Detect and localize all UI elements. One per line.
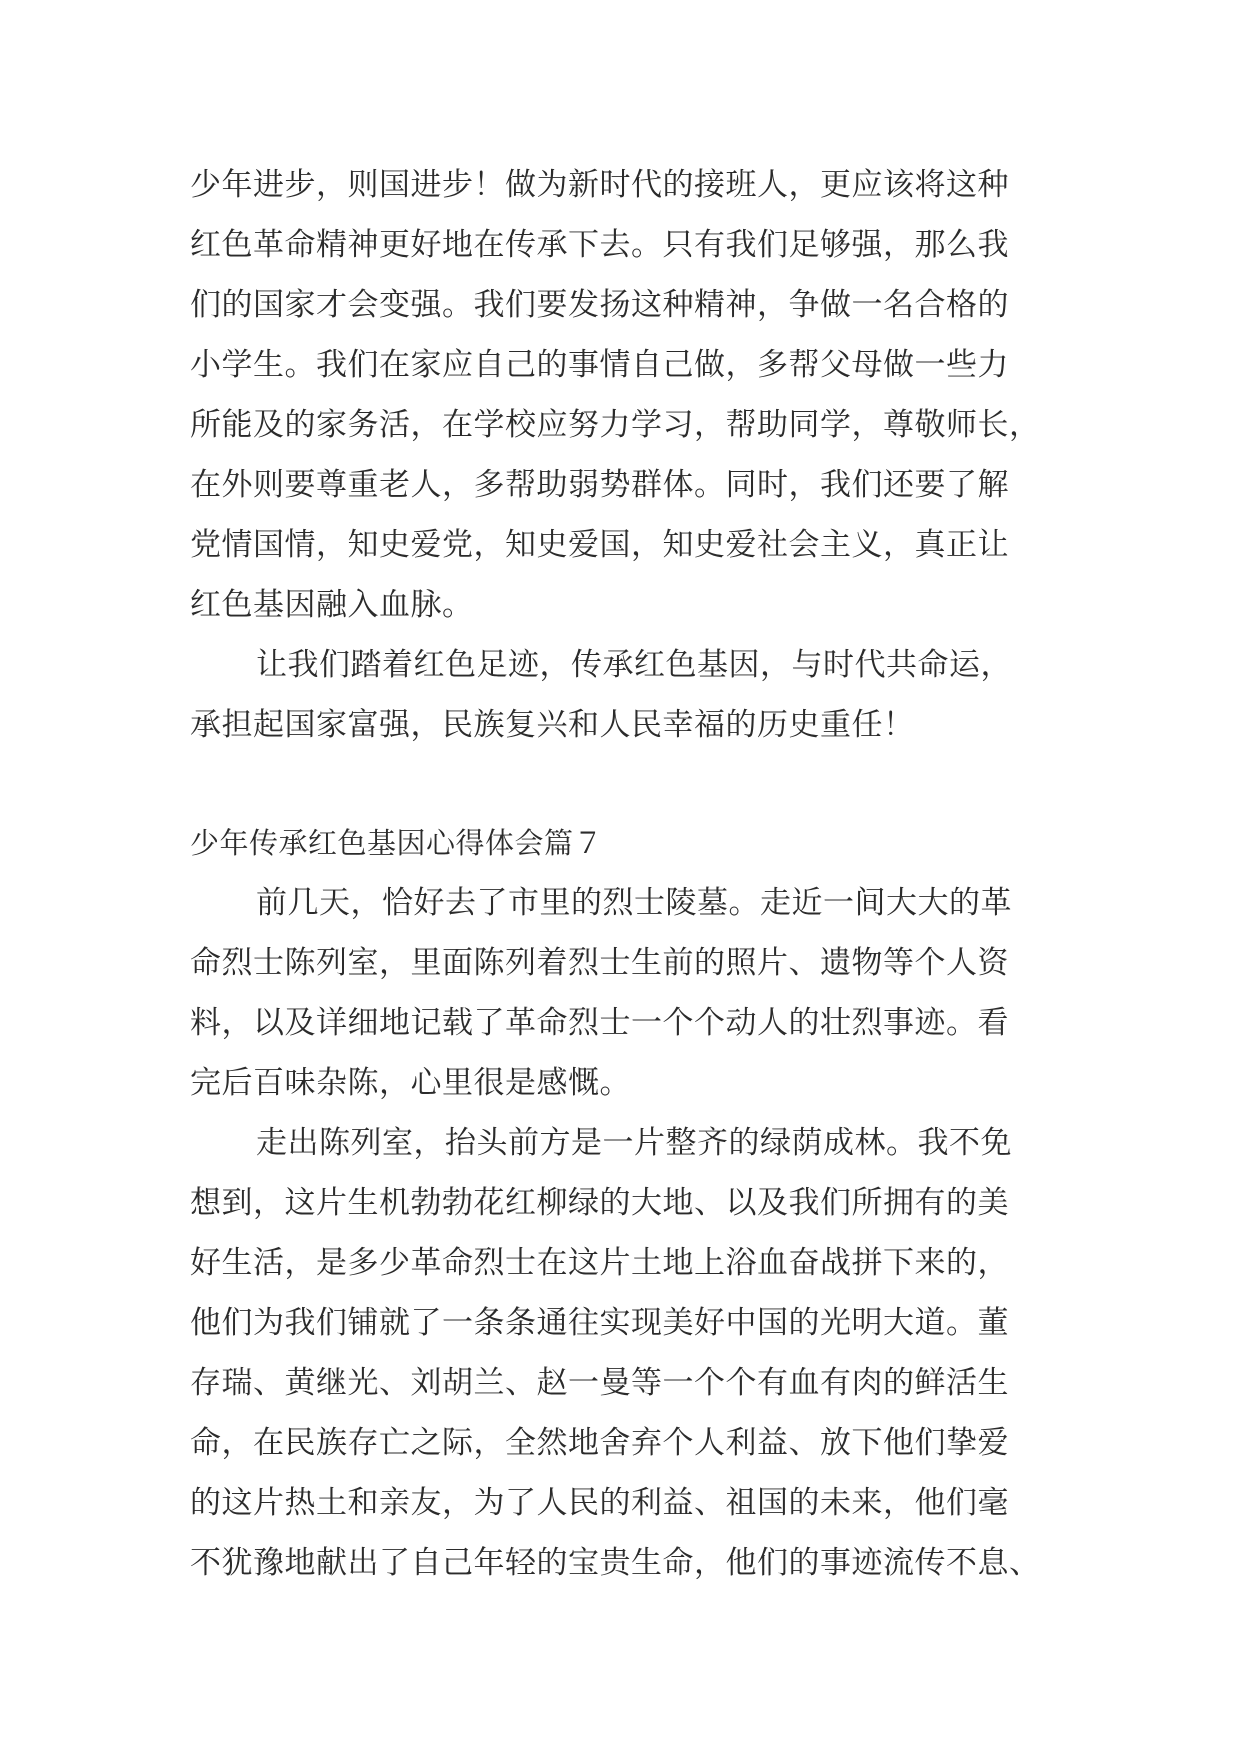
text-line: 前几天，恰好去了市里的烈士陵墓。走近一间大大的革 [256, 885, 1012, 921]
text-line: 好生活，是多少革命烈士在这片土地上浴血奋战拼下来的， [190, 1245, 1009, 1281]
text-line: 的这片热土和亲友，为了人民的利益、祖国的未来，他们毫 [190, 1485, 1009, 1521]
text-line: 他们为我们铺就了一条条通往实现美好中国的光明大道。董 [190, 1305, 1009, 1341]
text-line: 不犹豫地献出了自己年轻的宝贵生命，他们的事迹流传不息、 [190, 1545, 1041, 1581]
section-heading: 少年传承红色基因心得体会篇７ [190, 826, 604, 860]
paragraph-3 [190, 873, 1060, 1113]
document-body [190, 155, 1060, 1593]
text-line: 红色革命精神更好地在传承下去。只有我们足够强，那么我 [190, 227, 1009, 263]
text-line: 料，以及详细地记载了革命烈士一个个动人的壮烈事迹。看 [190, 1005, 1009, 1041]
text-line: 命，在民族存亡之际，全然地舍弃个人利益、放下他们挚爱 [190, 1425, 1009, 1461]
text-line: 所能及的家务活，在学校应努力学习，帮助同学，尊敬师长， [190, 407, 1041, 443]
paragraph-2 [190, 635, 1060, 755]
text-line: 红色基因融入血脉。 [190, 587, 474, 623]
text-line: 小学生。我们在家应自己的事情自己做，多帮父母做一些力 [190, 347, 1009, 383]
text-line: 承担起国家富强，民族复兴和人民幸福的历史重任！ [190, 707, 915, 743]
text-line: 走出陈列室，抬头前方是一片整齐的绿荫成林。我不免 [256, 1125, 1012, 1161]
text-line: 在外则要尊重老人，多帮助弱势群体。同时，我们还要了解 [190, 467, 1009, 503]
text-line: 少年进步，则国进步！做为新时代的接班人，更应该将这种 [190, 167, 1009, 203]
section-spacer [190, 755, 1060, 813]
text-line: 命烈士陈列室，里面陈列着烈士生前的照片、遗物等个人资 [190, 945, 1009, 981]
text-line: 完后百味杂陈，心里很是感慨。 [190, 1065, 631, 1101]
text-line: 想到，这片生机勃勃花红柳绿的大地、以及我们所拥有的美 [190, 1185, 1009, 1221]
paragraph-1 [190, 155, 1060, 635]
text-line: 们的国家才会变强。我们要发扬这种精神，争做一名合格的 [190, 287, 1009, 323]
text-line: 存瑞、黄继光、刘胡兰、赵一曼等一个个有血有肉的鲜活生 [190, 1365, 1009, 1401]
text-line: 让我们踏着红色足迹，传承红色基因，与时代共命运， [256, 647, 1012, 683]
text-line: 党情国情，知史爱党，知史爱国，知史爱社会主义，真正让 [190, 527, 1009, 563]
paragraph-4 [190, 1113, 1060, 1593]
